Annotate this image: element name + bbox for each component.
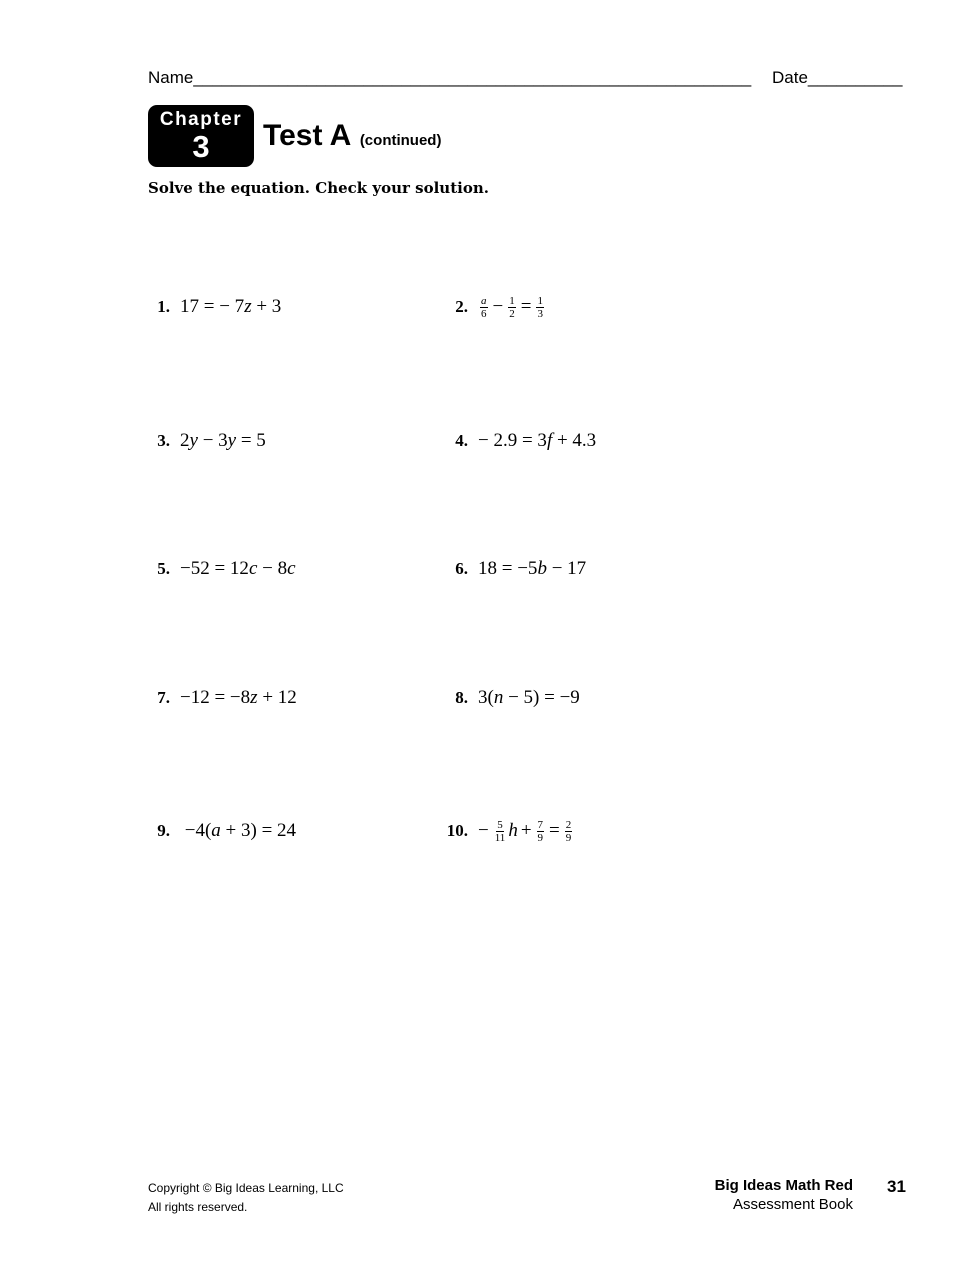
problem-number: 3. <box>157 431 170 450</box>
date-field[interactable]: Date__________ <box>772 68 903 87</box>
problem-1 <box>148 287 281 327</box>
problem-7 <box>148 678 297 718</box>
book-name: Assessment Book <box>732 1196 853 1213</box>
problem-number: 2. <box>455 297 468 316</box>
test-title: Test A <box>263 119 352 152</box>
problem-number: 4. <box>455 431 468 450</box>
chapter-badge <box>148 105 254 167</box>
problem-10 <box>446 811 574 851</box>
problem-number: 5. <box>157 559 170 578</box>
problem-equation: 17 = − 7 z + 3 <box>180 296 282 317</box>
problem-number: 1. <box>157 297 170 316</box>
page-number: 31 <box>887 1177 906 1196</box>
problem-6 <box>446 549 586 589</box>
problem-5 <box>148 549 296 589</box>
problem-3 <box>148 421 266 461</box>
problem-equation: −52 = 12 c − 8 c <box>180 558 296 579</box>
copyright-text: Copyright © Big Ideas Learning, LLC <box>148 1181 344 1195</box>
problem-2 <box>446 287 546 327</box>
problem-equation: 18 = −5 b − 17 <box>478 558 587 579</box>
problem-equation: − $\frac{5}{11}$ h + $\frac{7}{9}$ = $\frac{2}{9}$ <box>478 818 572 844</box>
problem-number: 8. <box>455 688 468 707</box>
problem-number: 9. <box>157 821 170 840</box>
book-info <box>715 1176 853 1214</box>
problem-equation: 2 y − 3 y = 5 <box>180 430 266 451</box>
problem-number: 7. <box>157 688 170 707</box>
page-title <box>263 119 441 153</box>
problem-equation: −12 = −8 z + 12 <box>180 687 297 708</box>
problem-equation: 3( n − 5) = −9 <box>478 687 580 708</box>
problem-equation: −4( a + 3) = 24 <box>180 820 297 841</box>
rights-text: All rights reserved. <box>148 1200 248 1214</box>
problem-equation: − 2.9 = 3 f + 4.3 <box>478 430 597 451</box>
chapter-label: Chapter <box>159 109 243 130</box>
problem-8 <box>446 678 580 718</box>
instructions: Solve the equation. Check your solution. <box>148 179 489 197</box>
name-field[interactable]: Name___________________________________________________________ <box>148 68 752 87</box>
copyright-notice <box>148 1179 344 1217</box>
brand-name: Big Ideas Math Red <box>714 1177 853 1194</box>
chapter-number: 3 <box>192 129 210 164</box>
test-subtitle: (continued) <box>359 132 442 149</box>
problem-number: 6. <box>455 559 468 578</box>
problem-equation: $\frac{a}{6}$ − $\frac{1}{2}$ = $\frac{1}{3}$ <box>481 294 543 320</box>
problem-9 <box>148 811 296 851</box>
problem-number: 10. <box>446 821 468 840</box>
problem-4 <box>446 421 596 461</box>
